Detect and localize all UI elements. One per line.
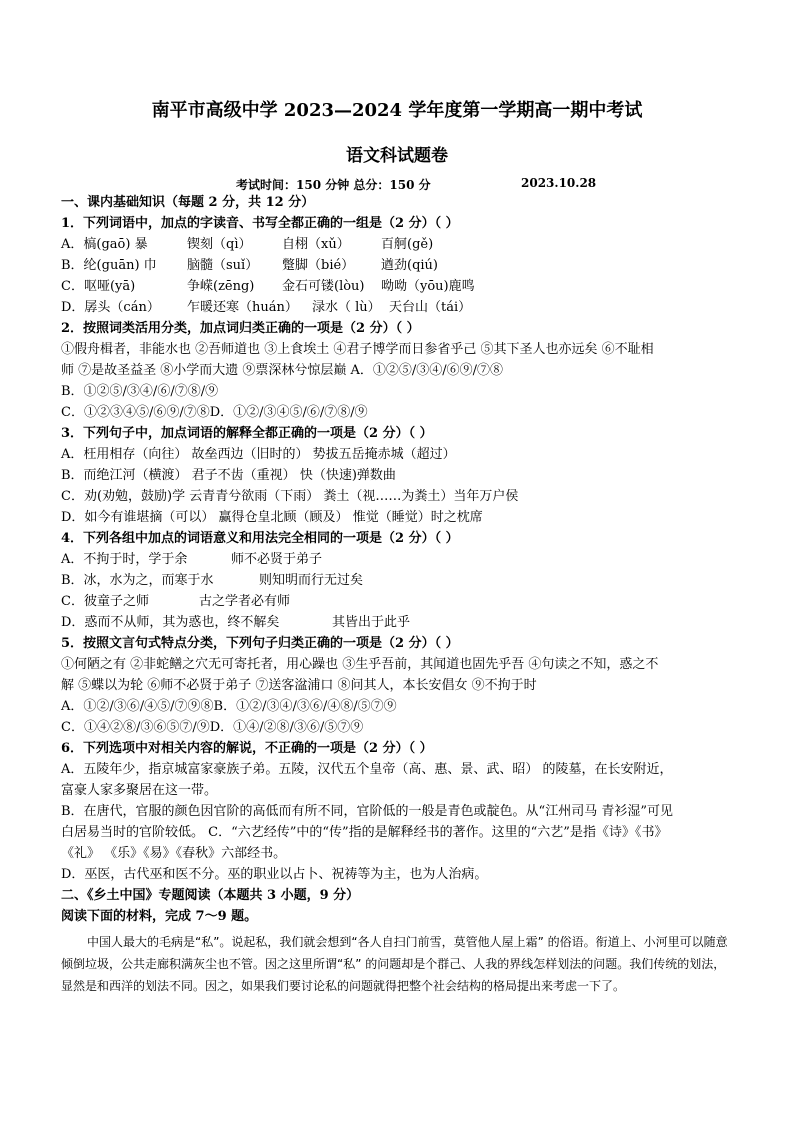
q4-option-d <box>61 615 410 631</box>
q2-items-line1: ①假舟楫者，非能水也 ②吾师道也 ③上食埃土 ④君子博学而日参省乎己 ⑤其下圣人也亦远矣 ⑥不耻相 <box>61 342 654 357</box>
q3-option-a: A．枉用相存（向往） 故垒西边（旧时的） 势拔五岳掩赤城（超过） <box>61 447 456 462</box>
exam-date: 2023.10.28 <box>521 176 597 190</box>
reading-passage: 中国人最大的毛病是“私”。说起私，我们就会想到“各人自扫门前雪，莫管他人屋上霜” 的俗语。衔道上、小河里可以随意倾倒垃圾，公共走廊积满灰尘也不管。因之这里所谓“私” 的问题却是个群己、人我的界线怎样划法的问题。我们传统的划法，显然是和西洋的划法不同。因之，如果我们要讨论私的问题就得把整个社会结构的格局提出来考虑一下了。 <box>61 935 728 993</box>
exam-subtitle: 语文科试题卷 <box>346 146 448 166</box>
q1-option-a <box>61 237 433 253</box>
q4-c-1: C．彼童子之师 <box>61 594 149 609</box>
q1-option-b <box>61 258 438 274</box>
q1-stem: 1．下列词语中，加点的字读音、书写全都正确的一组是（2 分）（ ） <box>61 216 459 231</box>
q6-option-a-line1: A．五陵年少，指京城富家豪族子弟。五陵，汉代五个皇帝（高、惠、景、武、昭） 的陵墓，在长安附近， <box>61 762 673 777</box>
q5-items-line1: ①何陋之有 ②非蛇鳝之穴无可寄托者，用心躁也 ③生乎吾前，其闻道也固先乎吾 ④句读之不知，惑之不 <box>61 657 659 672</box>
section1-heading: 一、课内基础知识（每题 2 分，共 12 分） <box>61 195 315 210</box>
q3-option-b: B．而绝江河（横渡） 君子不齿（重视） 快（快速)弹数曲 <box>61 468 396 483</box>
q4-d-2: 其皆出于此乎 <box>332 615 411 630</box>
q4-option-c <box>61 594 290 610</box>
q4-option-a <box>61 552 322 568</box>
q4-b-2: 则知明而行无过矣 <box>259 573 364 588</box>
q6-option-d: D．巫医，古代巫和医不分。巫的职业以占卜、祝祷等为主，也为人治病。 <box>61 867 488 882</box>
q5-items-line2: 解 ⑤蝶以为轮 ⑥师不必贤于弟子 ⑦送客湓浦口 ⑧问其人，本长安倡女 ⑨不拘于时 <box>61 678 537 693</box>
q1-b-2: 脑髓（suǐ） <box>187 258 259 273</box>
q4-a-2: 师不必贤于弟子 <box>231 552 323 567</box>
q6-option-b-line1: B．在唐代，官服的颜色因官阶的高低而有所不同，官阶低的一般是青色或靛色。从“江州司马 青衫湿”可见 <box>61 804 673 819</box>
q1-d-2: 乍暖还寒（huán） <box>187 300 298 315</box>
q6-option-b-line2: 白居易当时的官阶较低。 C．“六艺经传”中的“传”指的是解释经书的著作。这里的“六艺”是指《诗》《书》 <box>61 825 668 840</box>
exam-title: 南平市高级中学 2023—2024 学年度第一学期高一期中考试 <box>151 100 643 121</box>
q2-items-line2: 师 ⑦是故圣益圣 ⑧小学而大遗 ⑨票深林兮惊层巅 A．①②⑤/③④/⑥⑨/⑦⑧ <box>61 363 504 378</box>
q1-a-2: 锲刻（qì） <box>187 237 252 252</box>
q4-b-1: B．冰，水为之，而寒于水 <box>61 573 214 588</box>
q1-a-4: 百舸(gě) <box>381 237 434 252</box>
q1-a-1: A．槁(gaō) 暴 <box>61 237 148 252</box>
q1-c-2: 争嵘(zēng) <box>187 279 255 294</box>
section2-heading: 二、《乡土中国》专题阅读（本题共 3 小题，9 分） <box>61 888 360 903</box>
q1-b-1: B．纶(guān) 巾 <box>61 258 157 273</box>
q5-stem: 5．按照文言句式特点分类，下列句子归类正确的一项是（2 分）（ ） <box>61 636 459 651</box>
q5-option-ab: A．①②/③⑥/④⑤/⑦⑨⑧B．①②/③④/③⑥/④⑧/⑤⑦⑨ <box>61 699 397 714</box>
q5-option-cd: C．①④②⑧/③⑥⑤⑦/⑨D．①④/②⑧/③⑥/⑤⑦⑨ <box>61 720 364 735</box>
q1-d-4: 天台山（tái） <box>389 300 472 315</box>
q1-a-3: 自栩（xǔ） <box>282 237 350 252</box>
q3-stem: 3．下列句子中，加点词语的解释全都正确的一项是（2 分）（ ） <box>61 426 433 441</box>
q2-stem: 2．按照词类活用分类，加点词归类正确的一项是（2 分）（ ） <box>61 321 420 336</box>
q1-c-3: 金石可镂(lòu) <box>282 279 365 294</box>
q1-option-c <box>61 279 475 295</box>
q6-stem: 6．下列选项中对相关内容的解说，不正确的一项是（2 分）（ ） <box>61 741 433 756</box>
q3-option-d: D．如今有谁堪摘（可以） 赢得仓皇北顾（顾及） 惟觉（睡觉）时之枕席 <box>61 510 483 525</box>
section2-instruction: 阅读下面的材料，完成 7～9 题。 <box>61 909 258 924</box>
exam-info: 考试时间：150 分钟 总分：150 分 <box>236 178 431 192</box>
q1-option-d <box>61 300 471 316</box>
q1-b-4: 遒劲(qiú) <box>381 258 438 273</box>
q4-d-1: D．惑而不从师，其为惑也，终不解矣 <box>61 615 280 630</box>
q1-c-4: 呦呦（yōu)鹿鸣 <box>381 279 475 294</box>
q4-stem: 4．下列各组中加点的词语意义和用法完全相同的一项是（2 分）（ ） <box>61 531 459 546</box>
q1-d-1: D．孱头（cán） <box>61 300 160 315</box>
q6-option-a-line2: 富豪人家多聚居在这一带。 <box>61 783 218 798</box>
q1-b-3: 蹩脚（bié） <box>282 258 355 273</box>
q2-option-cd: C．①②③④⑤/⑥⑨/⑦⑧D．①②/③④⑤/⑥/⑦⑧/⑨ <box>61 405 368 420</box>
q4-option-b <box>61 573 363 589</box>
q4-c-2: 古之学者必有师 <box>199 594 291 609</box>
q3-option-c: C．劝(劝勉，鼓励)学 云青青兮欲雨（下雨） 粪土（视……为粪土）当年万户侯 <box>61 489 519 504</box>
q1-d-3: 渌水（ lù） <box>312 300 381 315</box>
q6-option-b-line3: 《礼》 《乐》《易》《春秋》六部经书。 <box>61 846 287 861</box>
q2-option-b: B．①②⑤/③④/⑥/⑦⑧/⑨ <box>61 384 219 399</box>
q1-c-1: C．呕哑(yā) <box>61 279 136 294</box>
q4-a-1: A．不拘于时，学于余 <box>61 552 188 567</box>
